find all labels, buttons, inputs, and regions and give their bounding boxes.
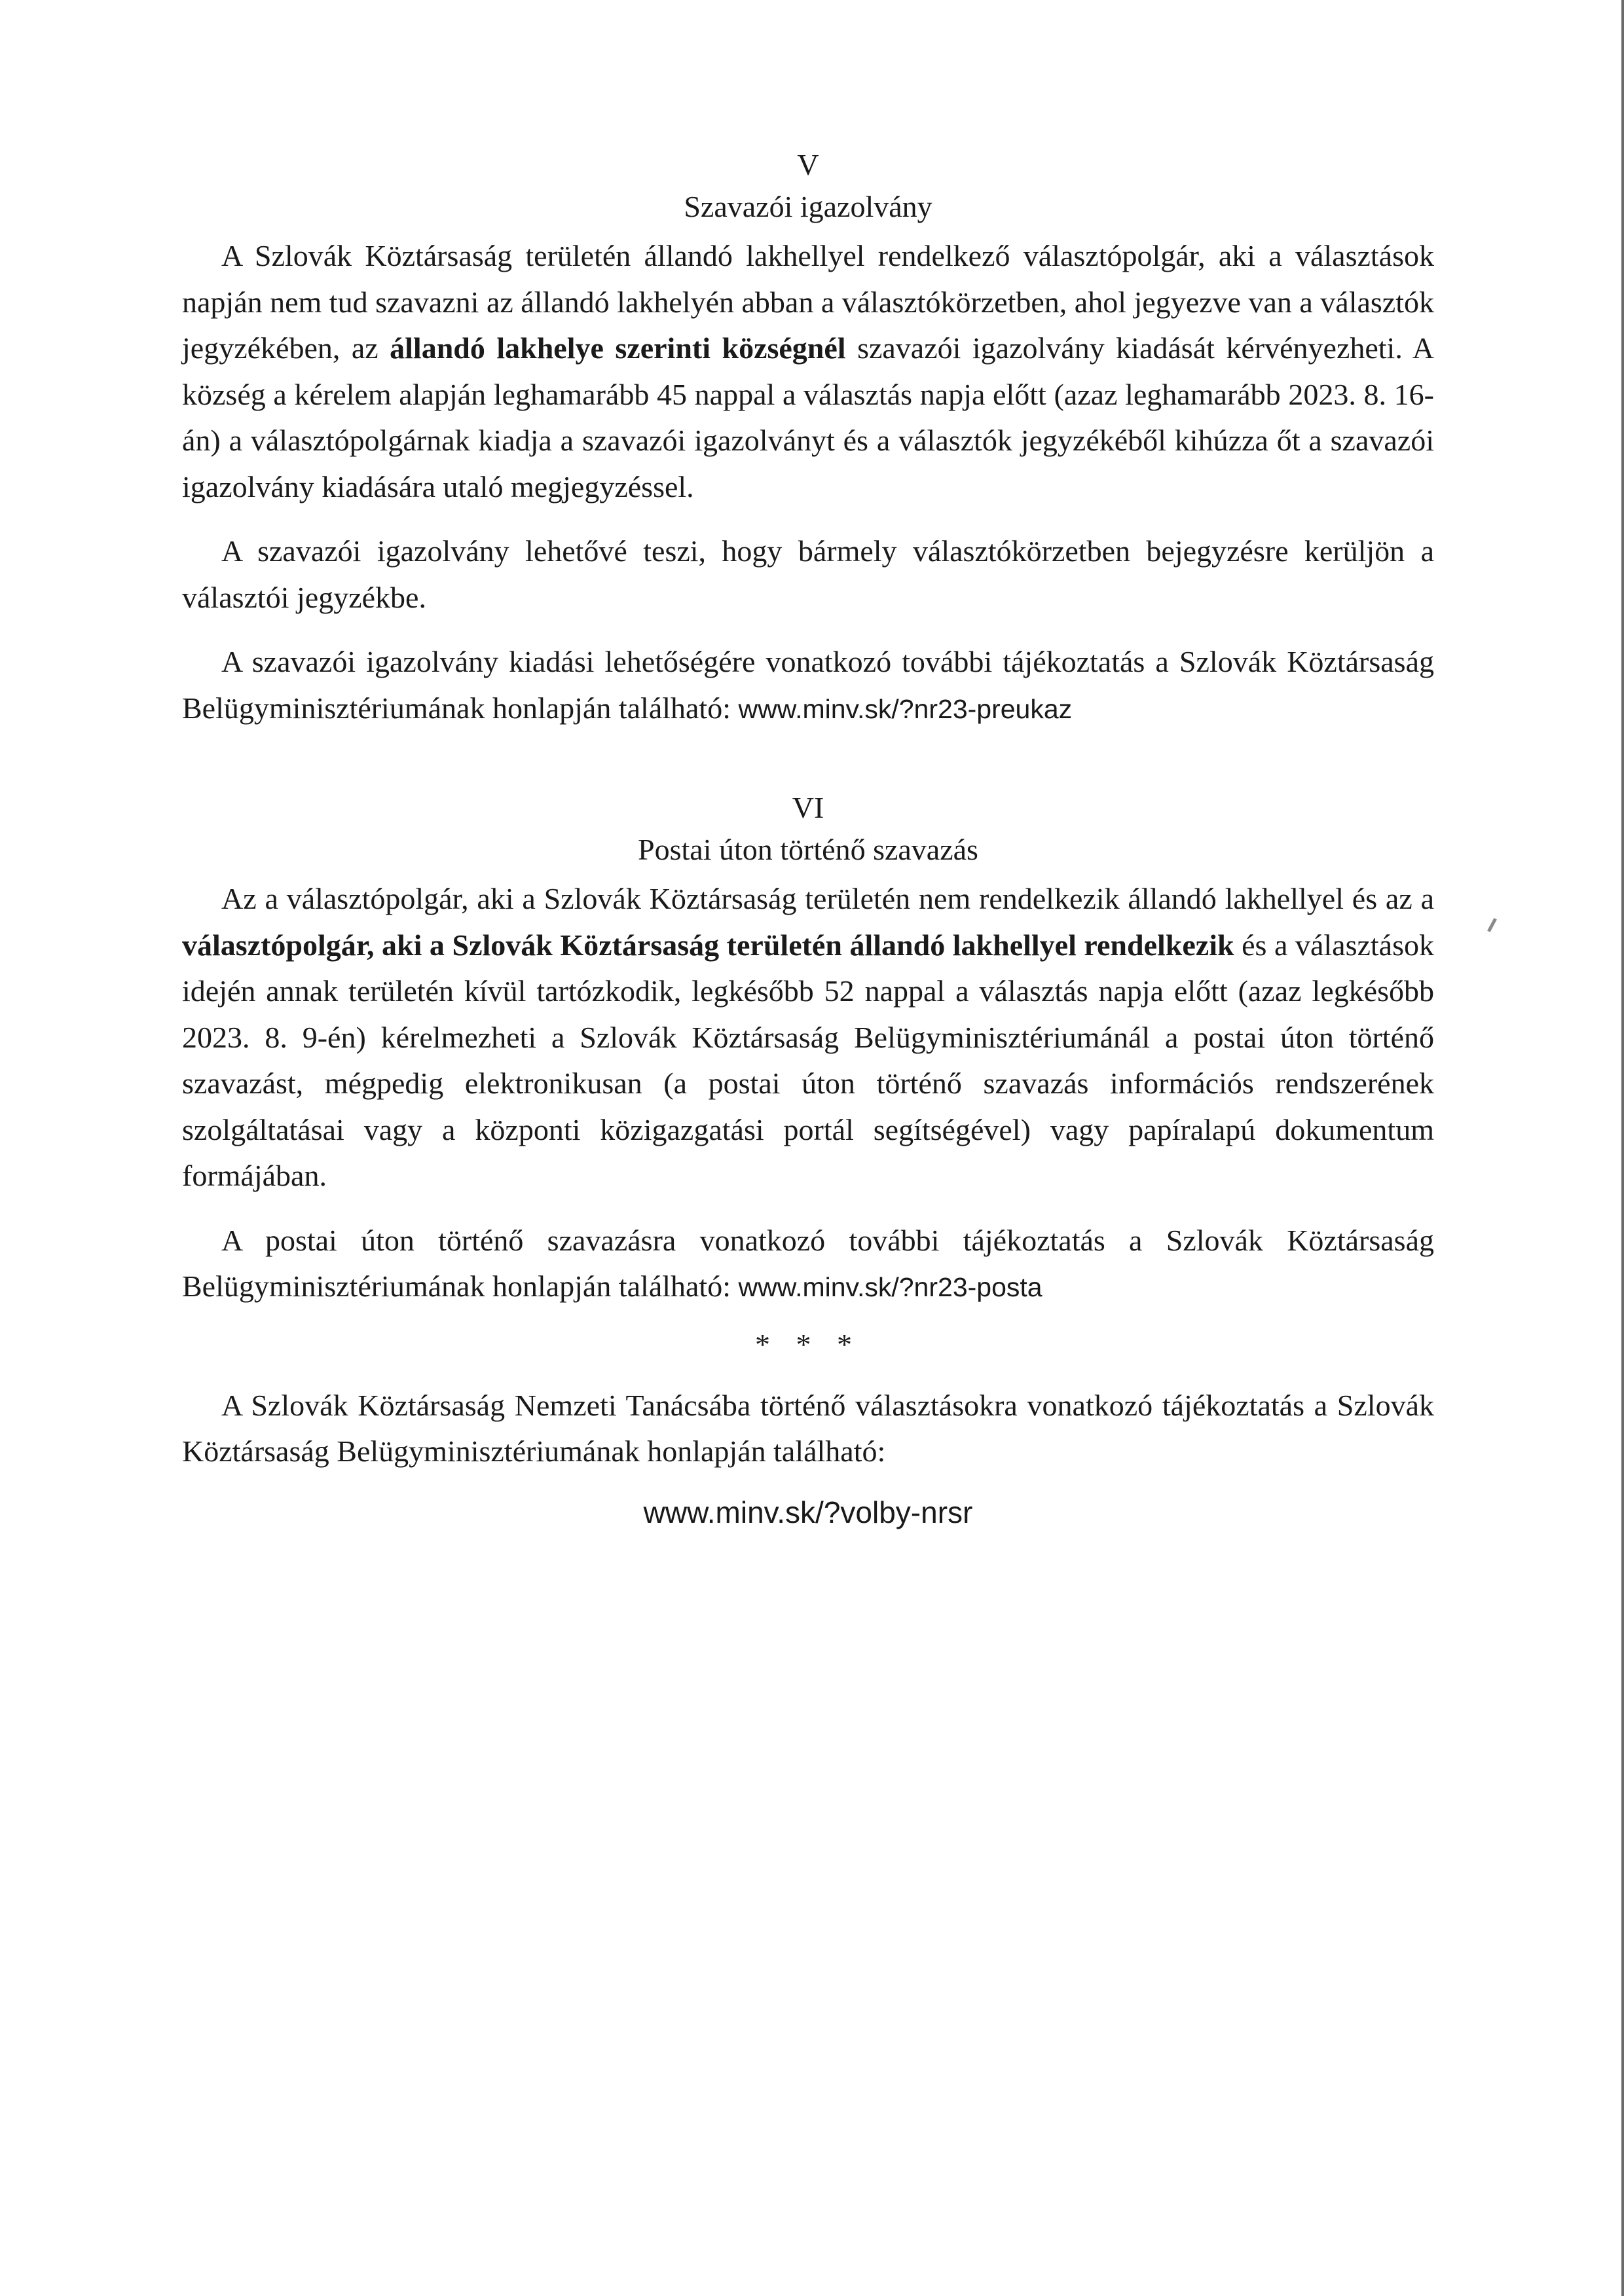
document-content [182, 144, 1434, 1535]
section-v-paragraph-1 [182, 233, 1434, 510]
section-vi [182, 787, 1434, 1311]
section-vi-number: VI [792, 791, 824, 824]
scan-mark [1487, 918, 1497, 932]
section-v-paragraph-2: A szavazói igazolvány lehetővé teszi, hogy bármely választókörzetben bejegyzésre kerüljön a választói jegyzékbe. [182, 534, 1434, 614]
section-v-paragraph-3 [182, 639, 1434, 732]
section-vi-paragraph-2 [182, 1218, 1434, 1311]
paragraph-text: A szavazói igazolvány kiadási lehetőségére vonatkozó további tájékoztatás a Szlovák Köztársaság Belügyminisztériumának honlapján található: [182, 645, 1434, 725]
paragraph-text: és a választások idején annak területén kívül tartózkodik, legkésőbb 52 nappal a választás napja előtt (azaz legkésőbb 2023. 8. 9-én) kérelmezheti a Szlovák Köztársaság Belügyminisztériumánál a postai úton történő szavazást, mégpedig elektronikusan (a postai úton történő szavazás információs rendszerének szolgáltatásai vagy a központi közigazgatási portál segítségével) vagy papíralapú dokumentum formájában. [182, 928, 1434, 1192]
paragraph-text: szavazói igazolvány kiadását kérvényezheti. A község a kérelem alapján leghamarább 45 nappal a választás napja előtt (azaz leghamarább 2023. 8. 16-án) a választópolgárnak kiadja a szavazói igazolványt és a választók jegyzékéből kihúzza őt a szavazói igazolvány kiadására utaló megjegyzéssel. [182, 331, 1434, 503]
paragraph-text: Az a választópolgár, aki a Szlovák Köztársaság területén nem rendelkezik állandó lakhellyel és az a [221, 882, 1434, 915]
section-v-title: Szavazói igazolvány [684, 190, 932, 223]
section-vi-paragraph-1 [182, 876, 1434, 1199]
volby-link[interactable]: www.minv.sk/?volby-nrsr [643, 1495, 973, 1529]
paragraph-bold-text: választópolgár, aki a Szlovák Köztársaság területén állandó lakhellyel rendelkezik [182, 928, 1234, 962]
paragraph-bold-text: állandó lakhelye szerinti községnél [390, 331, 846, 365]
posta-link[interactable]: www.minv.sk/?nr23-posta [738, 1272, 1043, 1302]
scan-edge [1621, 0, 1624, 2296]
paragraph-text: A Szlovák Köztársaság területén állandó lakhellyel rendelkező választópolgár, aki a választások napján nem tud szavazni az állandó lakhelyén abban a választókörzetben, ahol jegyezve van a választók jegyzékében, az [182, 239, 1434, 365]
separator-stars: * * * [755, 1327, 861, 1361]
paragraph-text: A postai úton történő szavazásra vonatkozó további tájékoztatás a Szlovák Köztársaság Belügyminisztériumának honlapján található: [182, 1223, 1434, 1303]
section-v [182, 144, 1434, 732]
preukaz-link[interactable]: www.minv.sk/?nr23-preukaz [738, 693, 1073, 724]
closing-paragraph: A Szlovák Köztársaság Nemzeti Tanácsába történő választásokra vonatkozó tájékoztatás a Szlovák Köztársaság Belügyminisztériumának honlapján található: [182, 1388, 1434, 1468]
section-vi-title: Postai úton történő szavazás [638, 833, 978, 866]
section-v-number: V [797, 148, 819, 181]
